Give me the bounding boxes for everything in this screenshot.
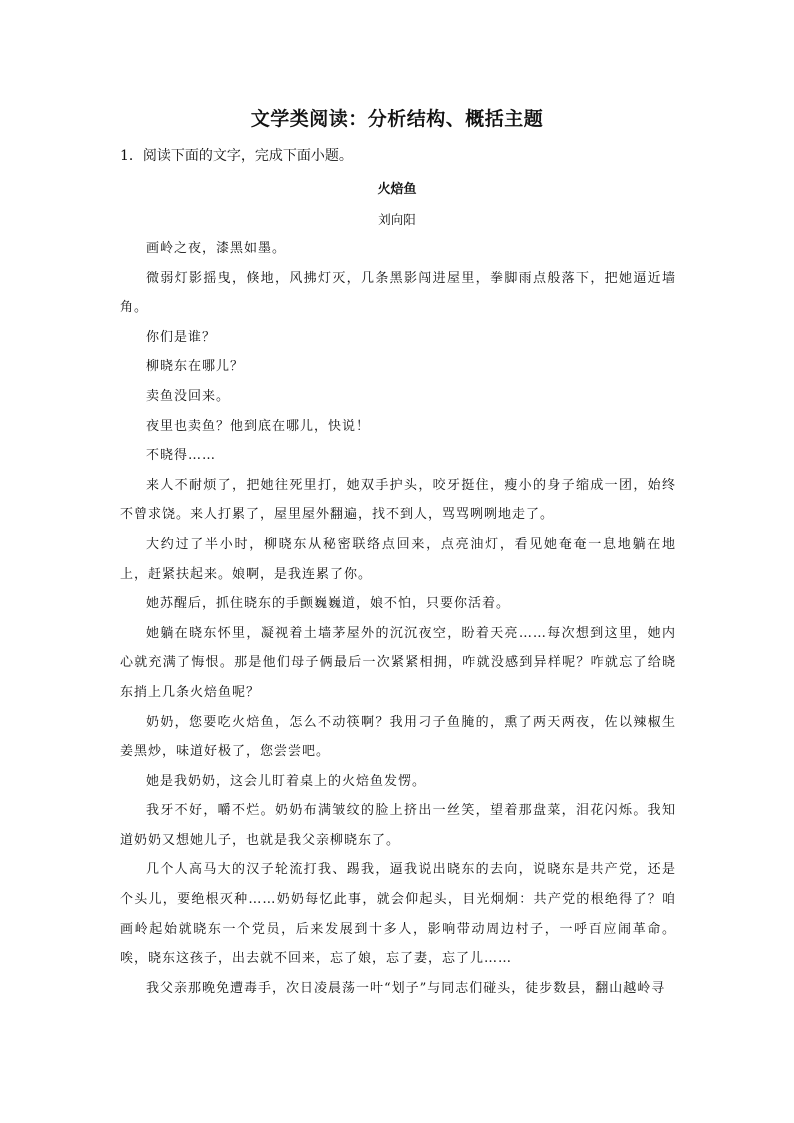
paragraph: 不晓得…… (146, 448, 217, 464)
story-author: 刘向阳 (378, 212, 416, 227)
story-body (120, 234, 676, 1003)
paragraph: 奶奶，您要吃火焙鱼，怎么不动筷啊？我用刁子鱼腌的，熏了两天两夜，佐以辣椒生姜黑炒，味道好极了，您尝尝吧。 (120, 714, 676, 760)
paragraph: 几个人高马大的汉子轮流打我、踢我，逼我说出晓东的去向，说晓东是共产党，还是个头儿，要绝根灭种……奶奶每忆此事，就会仰起头，目光炯炯：共产党的根绝得了？咱画岭起始就晓东一个党员，后来发展到十多人，影响带动周边村子，一呼百应闹革命。唉，晓东这孩子，出去就不回来，忘了娘，忘了妻，忘了儿…… (120, 862, 676, 967)
document-title: 文学类阅读：分析结构、概括主题 (250, 108, 544, 130)
paragraph: 微弱灯影摇曳，倏地，风拂灯灭，几条黑影闯进屋里，拳脚雨点般落下，把她逼近墙角。 (120, 270, 676, 316)
paragraph: 柳晓东在哪儿？ (146, 359, 245, 375)
paragraph: 画岭之夜，漆黑如墨。 (146, 241, 287, 256)
paragraph: 她躺在晓东怀里，凝视着土墙茅屋外的沉沉夜空，盼着天亮……每次想到这里，她内心就充满了悔恨。那是他们母子俩最后一次紧紧相拥，咋就没感到异样呢？咋就忘了给晓东捎上几条火焙鱼呢？ (120, 625, 676, 700)
paragraph: 她苏醒后，抓住晓东的手颤巍巍道，娘不怕，只要你活着。 (146, 596, 511, 612)
paragraph: 你们是谁？ (146, 329, 217, 345)
paragraph: 我牙不好，嚼不烂。奶奶布满皱纹的脸上挤出一丝笑，望着那盘菜，泪花闪烁。我知道奶奶又想她儿子，也就是我父亲柳晓东了。 (120, 803, 676, 848)
paragraph: 卖鱼没回来。 (146, 388, 231, 404)
paragraph: 来人不耐烦了，把她往死里打，她双手护头，咬牙挺住，瘦小的身子缩成一团，始终不曾求饶。来人打累了，屋里屋外翻遍，找不到人，骂骂咧咧地走了。 (120, 477, 676, 523)
paragraph: 大约过了半小时，柳晓东从秘密联络点回来，点亮油灯，看见她奄奄一息地躺在地上，赶紧扶起来。娘啊，是我连累了你。 (120, 536, 676, 582)
story-title: 火焙鱼 (377, 182, 417, 197)
paragraph: 她是我奶奶，这会儿盯着桌上的火焙鱼发愣。 (146, 773, 427, 789)
paragraph: 我父亲那晚免遭毒手，次日凌晨荡一叶“划子”与同志们碰头，徒步数县，翻山越岭寻 (146, 980, 666, 996)
paragraph: 夜里也卖鱼？他到底在哪儿，快说！ (146, 418, 371, 434)
question-prompt: 1．阅读下面的文字，完成下面小题。 (120, 148, 353, 164)
